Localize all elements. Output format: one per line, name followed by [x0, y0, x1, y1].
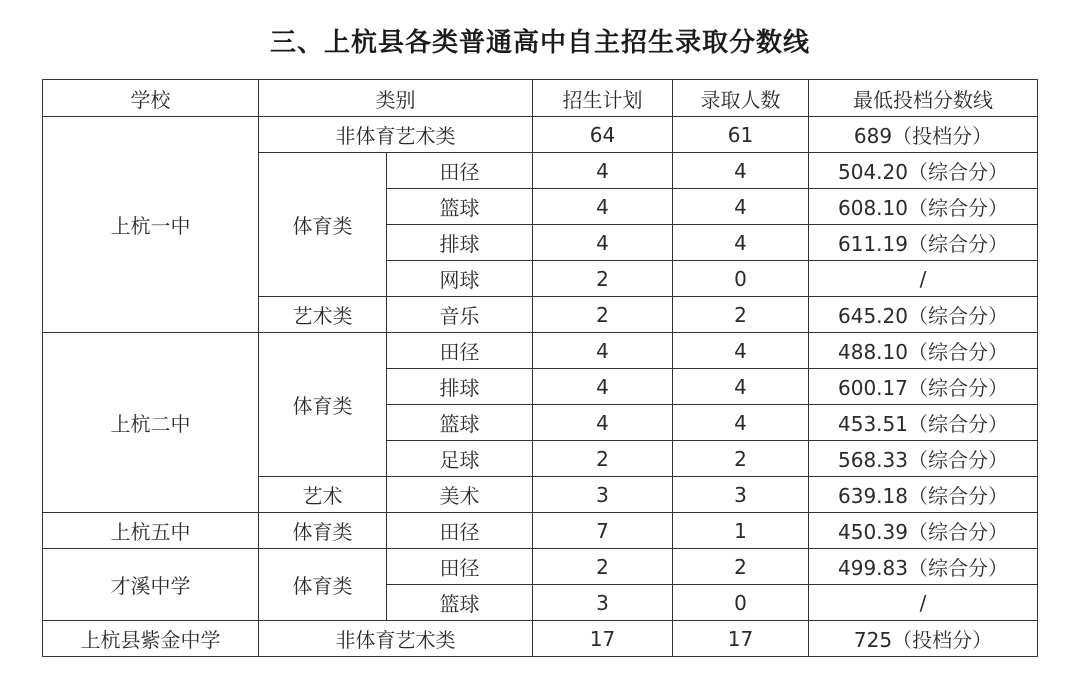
score-cell: 725（投档分）: [809, 621, 1038, 657]
subcategory-cell: 排球: [387, 225, 533, 261]
score-cell: 600.17（综合分）: [809, 369, 1038, 405]
subcategory-cell: 田径: [387, 549, 533, 585]
plan-cell: 3: [533, 477, 673, 513]
admitted-cell: 0: [673, 585, 809, 621]
category-cell: 艺术: [259, 477, 387, 513]
subcategory-cell: 篮球: [387, 405, 533, 441]
score-cell: /: [809, 261, 1038, 297]
plan-cell: 3: [533, 585, 673, 621]
plan-cell: 4: [533, 333, 673, 369]
subcategory-cell: 田径: [387, 153, 533, 189]
subcategory-cell: 美术: [387, 477, 533, 513]
plan-cell: 17: [533, 621, 673, 657]
header-admitted: 录取人数: [673, 80, 809, 117]
category-cell: 体育类: [259, 153, 387, 297]
page-title: 三、上杭县各类普通高中自主招生录取分数线: [269, 28, 810, 58]
header-category: 类别: [259, 80, 533, 117]
admission-score-table: [42, 79, 1038, 657]
admitted-cell: 4: [673, 333, 809, 369]
subcategory-cell: 田径: [387, 333, 533, 369]
subcategory-cell: 田径: [387, 513, 533, 549]
table-row: [43, 117, 1038, 153]
admitted-cell: 2: [673, 549, 809, 585]
header-plan: 招生计划: [533, 80, 673, 117]
plan-cell: 4: [533, 153, 673, 189]
school-name-cell: 上杭县紫金中学: [43, 621, 259, 657]
admitted-cell: 1: [673, 513, 809, 549]
category-cell: 体育类: [259, 549, 387, 621]
admitted-cell: 4: [673, 369, 809, 405]
score-cell: 645.20（综合分）: [809, 297, 1038, 333]
plan-cell: 2: [533, 441, 673, 477]
plan-cell: 4: [533, 225, 673, 261]
score-cell: 504.20（综合分）: [809, 153, 1038, 189]
category-cell: 体育类: [259, 513, 387, 549]
admitted-cell: 4: [673, 189, 809, 225]
score-cell: 611.19（综合分）: [809, 225, 1038, 261]
category-cell: 非体育艺术类: [259, 117, 533, 153]
table-row: [43, 621, 1038, 657]
category-cell: 非体育艺术类: [259, 621, 533, 657]
admitted-cell: 17: [673, 621, 809, 657]
table-row: [43, 549, 1038, 585]
category-cell: 艺术类: [259, 297, 387, 333]
category-cell: 体育类: [259, 333, 387, 477]
table-header-row: [43, 80, 1038, 117]
admitted-cell: 2: [673, 441, 809, 477]
admitted-cell: 61: [673, 117, 809, 153]
plan-cell: 2: [533, 297, 673, 333]
table-row: [43, 513, 1038, 549]
plan-cell: 2: [533, 549, 673, 585]
school-name-cell: 上杭二中: [43, 333, 259, 513]
plan-cell: 2: [533, 261, 673, 297]
score-cell: 499.83（综合分）: [809, 549, 1038, 585]
plan-cell: 7: [533, 513, 673, 549]
admitted-cell: 4: [673, 153, 809, 189]
plan-cell: 4: [533, 189, 673, 225]
school-name-cell: 上杭一中: [43, 117, 259, 333]
subcategory-cell: 篮球: [387, 585, 533, 621]
plan-cell: 4: [533, 369, 673, 405]
score-cell: 689（投档分）: [809, 117, 1038, 153]
subcategory-cell: 篮球: [387, 189, 533, 225]
score-cell: /: [809, 585, 1038, 621]
admitted-cell: 4: [673, 405, 809, 441]
subcategory-cell: 排球: [387, 369, 533, 405]
score-cell: 488.10（综合分）: [809, 333, 1038, 369]
school-name-cell: 上杭五中: [43, 513, 259, 549]
admitted-cell: 3: [673, 477, 809, 513]
score-cell: 608.10（综合分）: [809, 189, 1038, 225]
score-cell: 568.33（综合分）: [809, 441, 1038, 477]
table-row: [43, 333, 1038, 369]
subcategory-cell: 足球: [387, 441, 533, 477]
plan-cell: 4: [533, 405, 673, 441]
score-cell: 639.18（综合分）: [809, 477, 1038, 513]
header-min-score: 最低投档分数线: [809, 80, 1038, 117]
score-cell: 450.39（综合分）: [809, 513, 1038, 549]
subcategory-cell: 网球: [387, 261, 533, 297]
plan-cell: 64: [533, 117, 673, 153]
score-cell: 453.51（综合分）: [809, 405, 1038, 441]
admitted-cell: 4: [673, 225, 809, 261]
admitted-cell: 0: [673, 261, 809, 297]
subcategory-cell: 音乐: [387, 297, 533, 333]
header-school: 学校: [43, 80, 259, 117]
admitted-cell: 2: [673, 297, 809, 333]
school-name-cell: 才溪中学: [43, 549, 259, 621]
